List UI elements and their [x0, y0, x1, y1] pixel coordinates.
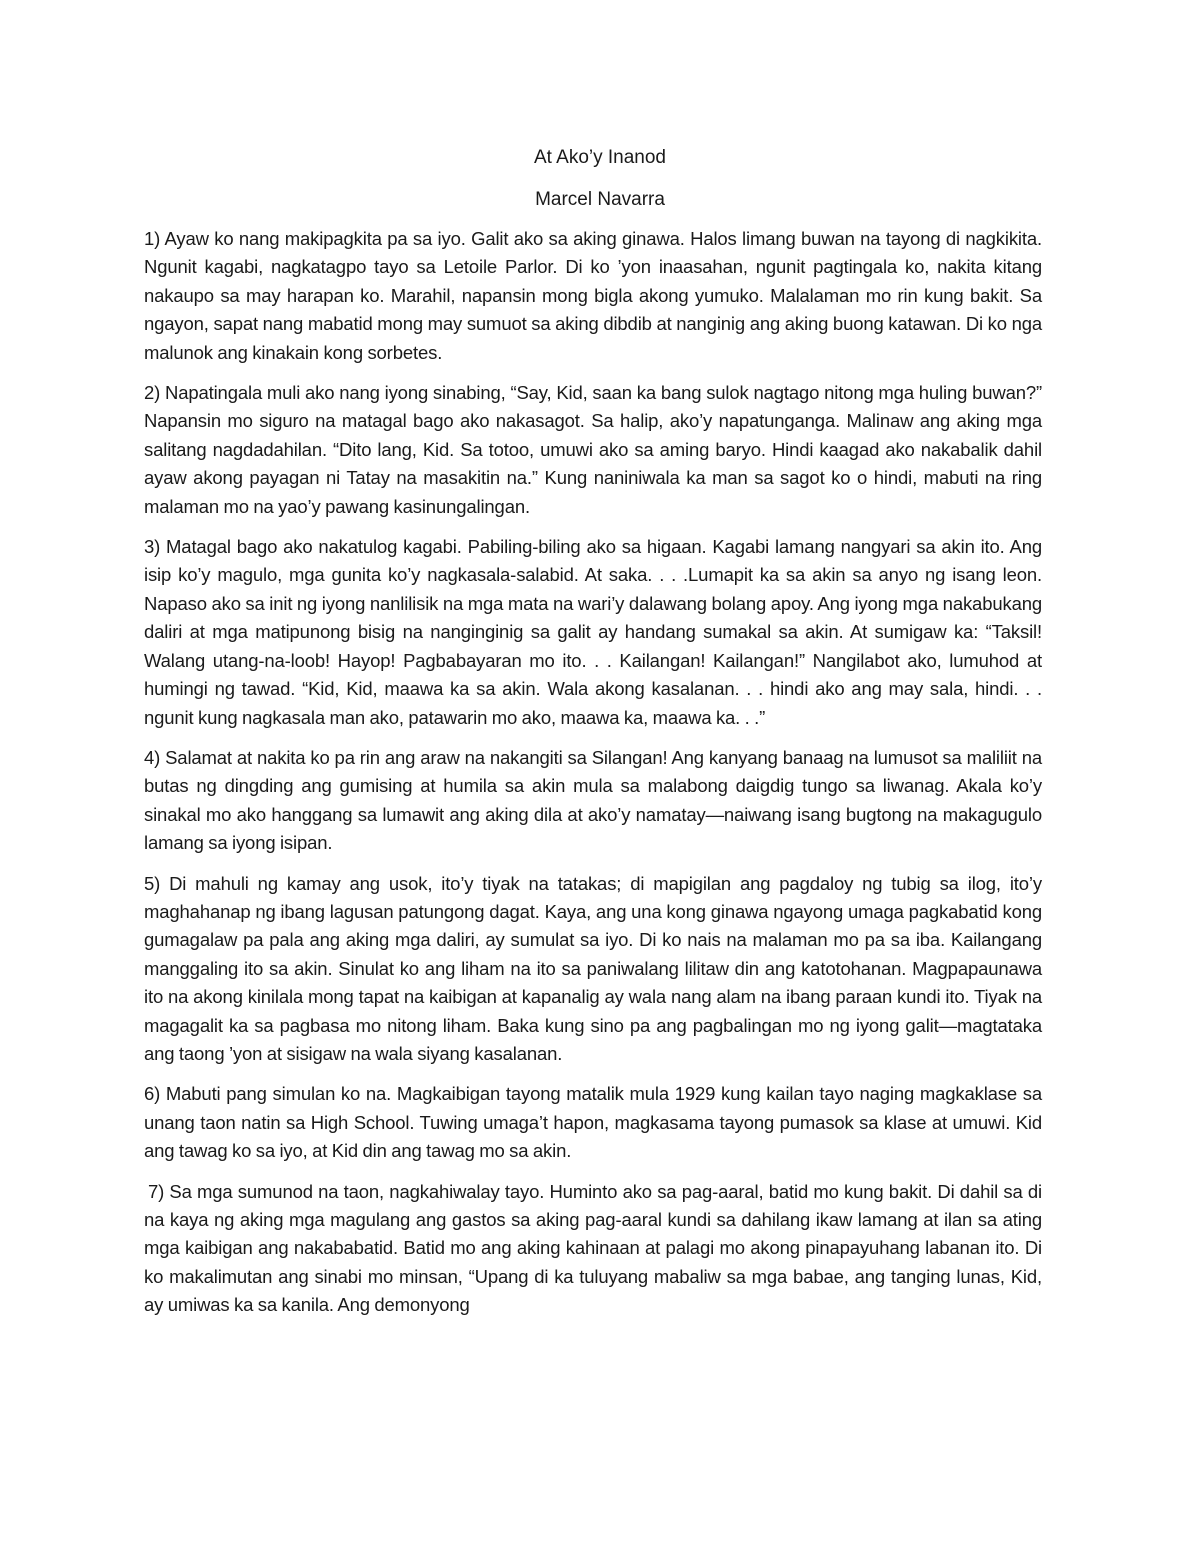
paragraph-6: [144, 1080, 1042, 1165]
document-author: Marcel Navarra: [535, 189, 665, 210]
paragraph-number: 6): [144, 1083, 161, 1105]
paragraph-text: Ayaw ko nang makipagkita pa sa iyo. Galit ako sa aking ginawa. Halos limang buwan na tayong di nagkikita. Ngunit kagabi, nagkatagpo tayo sa Letoile Parlor. Di ko ’yon inaasahan, ngunit pagtingala ko, nakita kitang nakaupo sa may harapan ko. Marahil, napansin mong bigla akong yumuko. Malalaman mo rin kung bakit. Sa ngayon, sapat nang mabatid mong may sumuot sa aking dibdib at nanginig ang aking buong katawan. Di ko nga malunok ang kinakain kong sorbetes.: [144, 228, 1042, 363]
paragraph-1: [144, 225, 1042, 367]
paragraph-text: Di mahuli ng kamay ang usok, ito’y tiyak na tatakas; di mapigilan ang pagdaloy ng tubig sa ilog, ito’y maghahanap ng ibang lagusan patungong dagat. Kaya, ang una kong ginawa ngayong umaga pagkabatid kong gumagalaw pa pala ang aking mga daliri, ay sumulat sa iyo. Di ko nais na malaman mo pa sa iba. Kailangang manggaling ito sa akin. Sinulat ko ang liham na ito sa paniwalang lilitaw din ang katotohanan. Magpapaunawa ito na akong kinilala mong tapat na kaibigan at kapanalig ay wala nang alam na ibang paraan kundi ito. Tiyak na magagalit ka sa pagbasa mo nitong liham. Baka kung sino pa ang pagbalingan mo ng iyong galit—magtataka ang taong ’yon at sisigaw na wala siyang kasalanan.: [144, 872, 1042, 1064]
paragraph-3: [144, 533, 1042, 732]
paragraph-5: [144, 870, 1042, 1069]
document-body: [144, 225, 1042, 1332]
paragraph-4: [144, 744, 1042, 858]
paragraph-number: 7): [148, 1180, 165, 1202]
paragraph-text: Sa mga sumunod na taon, nagkahiwalay tayo. Huminto ako sa pag-aaral, batid mo kung bakit. Di dahil sa di na kaya ng aking mga magulang ang gastos sa aking pag-aaral kundi sa dahilang ikaw lamang at ilan sa ating mga kaibigan ang nakababatid. Batid mo ang aking kahinaan at palagi mo akong pinapayuhang labanan ito. Di ko makalimutan ang sinabi mo minsan, “Upang di ka tuluyang mabaliw sa mga babae, ang tanging lunas, Kid, ay umiwas ka sa kanila. Ang demonyong: [144, 1180, 1042, 1316]
paragraph-text: Napatingala muli ako nang iyong sinabing, “Say, Kid, saan ka bang sulok nagtago nitong mga huling buwan?” Napansin mo siguro na matagal bago ako nakasagot. Sa halip, ako’y napatunganga. Malinaw ang aking mga salitang nagdadahilan. “Dito lang, Kid. Sa totoo, umuwi ako sa aming baryo. Hindi kaagad ako nakabalik dahil ayaw akong payagan ni Tatay na masakitin na.” Kung naniniwala ka man sa sagot ko o hindi, mabuti na ring malaman mo na yao’y pawang kasinungalingan.: [144, 382, 1042, 517]
document-title: At Ako’y Inanod: [533, 147, 667, 168]
paragraph-number: 5): [144, 872, 161, 894]
paragraph-text: Salamat at nakita ko pa rin ang araw na nakangiti sa Silangan! Ang kanyang banaag na lumusot sa maliliit na butas ng dingding ang gumising at humila sa akin mula sa malabong daigdig tungo sa liwanag. Akala ko’y sinakal mo ako hanggang sa lumawit ang aking dila at ako’y namatay—naiwang isang bugtong na makagugulo lamang sa iyong isipan.: [144, 746, 1042, 854]
paragraph-2: [144, 379, 1042, 521]
paragraph-number: 2): [144, 382, 161, 404]
paragraph-number: 4): [144, 746, 161, 768]
paragraph-number: 3): [144, 536, 161, 558]
paragraph-text: Matagal bago ako nakatulog kagabi. Pabiling-biling ako sa higaan. Kagabi lamang nangyari sa akin ito. Ang isip ko’y magulo, mga gunita ko’y nagkasala-salabid. At saka. . . .Lumapit ka sa akin sa anyo ng isang leon. Napaso ako sa init ng iyong nanlilisik na mga mata na wari’y dalawang bolang apoy. Ang iyong mga nakabukang daliri at mga matipunong bisig na nanginginig sa galit ay handang sumakal sa akin. At sumigaw ka: “Taksil! Walang utang-na-loob! Hayop! Pagbabayaran mo ito. . . Kailangan! Kailangan!” Nangilabot ako, lumuhod at humingi ng tawad. “Kid, Kid, maawa ka sa akin. Wala akong kasalanan. . . hindi ako ang may sala, hindi. . . ngunit kung nagkasala man ako, patawarin mo ako, maawa ka, maawa ka. . .”: [144, 536, 1042, 728]
paragraph-number: 1): [144, 228, 161, 249]
paragraph-text: Mabuti pang simulan ko na. Magkaibigan tayong matalik mula 1929 kung kailan tayo naging magkaklase sa unang taon natin sa High School. Tuwing umaga’t hapon, magkasama tayong pumasok sa klase at umuwi. Kid ang tawag ko sa iyo, at Kid din ang tawag mo sa akin.: [144, 1083, 1042, 1162]
paragraph-7: [144, 1178, 1042, 1320]
